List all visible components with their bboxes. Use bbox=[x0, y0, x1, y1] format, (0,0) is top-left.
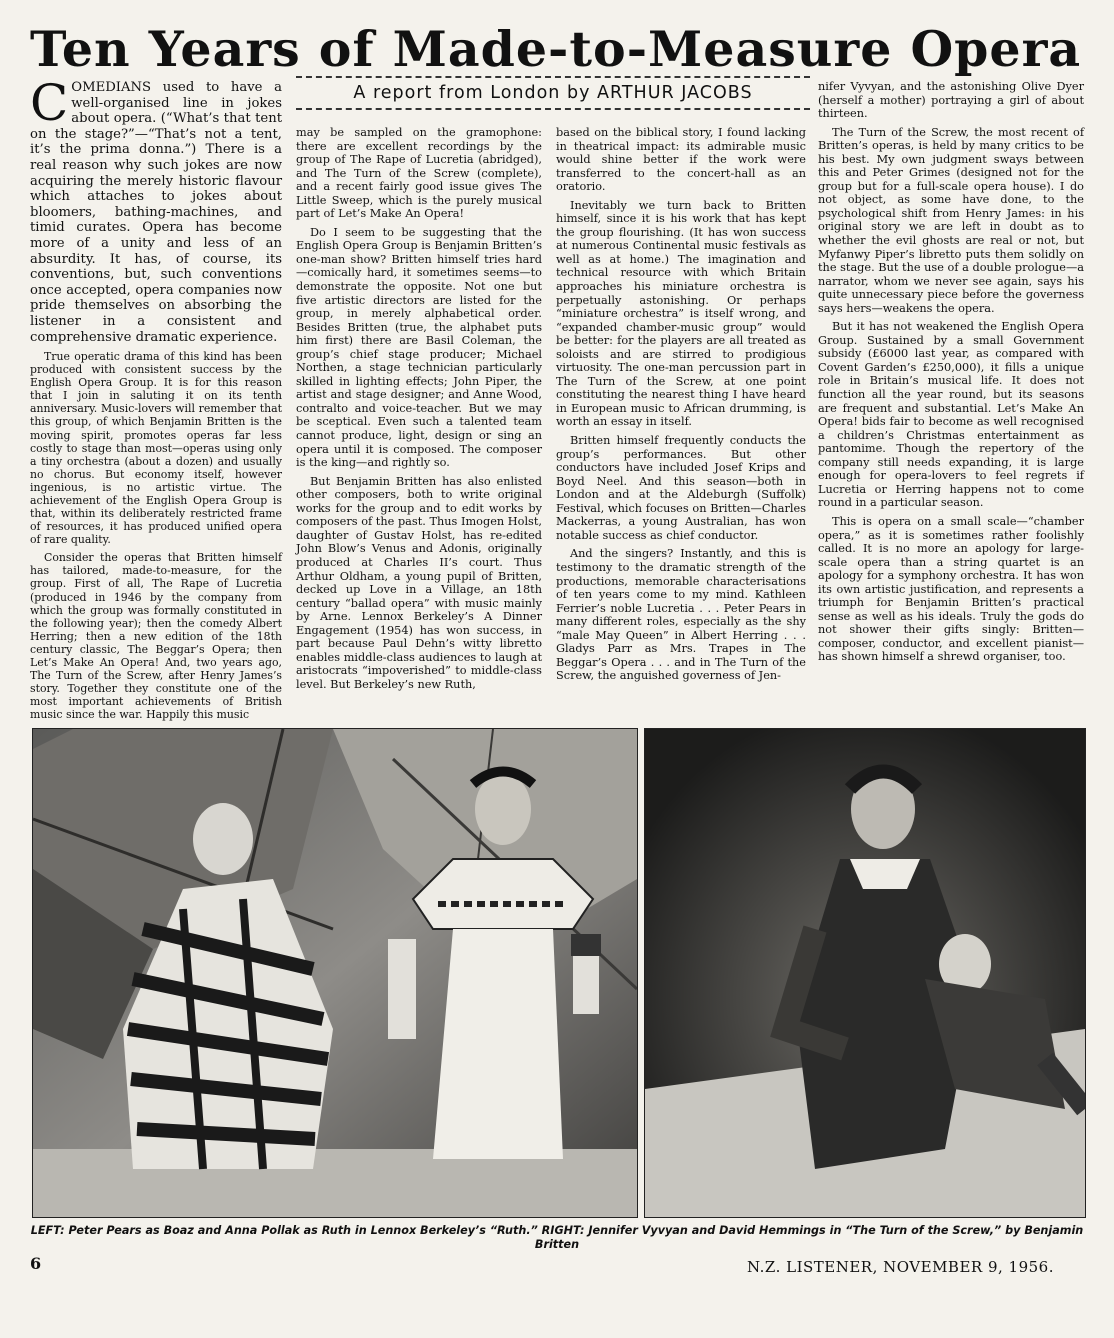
column-4 bbox=[818, 80, 1084, 720]
rule-top bbox=[296, 76, 810, 78]
photo-left-image bbox=[33, 729, 637, 1217]
paragraph: But it has not weakened the English Opera Group. Sustained by a small Government subsidy (£6000 last year, as compared with Covent Garden’s £250,000), it fills a unique role in Britain’s musical life. It does not function all the year round, but its seasons are frequent and substantial. Let’s Make An Opera! bids fair to become as well recognised a children’s Christmas entertainment as pantomime. Though the repertory of the company still needs expanding, it is large enough for opera-lovers to feel regrets if Lucretia or Herring happens not to come round in a particular season. bbox=[818, 320, 1084, 510]
paragraph: But Benjamin Britten has also enlisted other composers, both to write original works for the group and to edit works by composers of the past. Thus Imogen Holst, daughter of Gustav Holst, has re-edited John Blow’s Venus and Adonis, originally produced at Charles II’s court. Thus Arthur Oldham, a young pupil of Britten, decked up Love in a Village, an 18th century “ballad opera” with music mainly by Arne. Lennox Berkeley’s A Dinner Engagement (1954) has won success, in part because Paul Dehn’s witty libretto enables middle-class audiences to laugh at aristocrats “impoverished” to middle-class level. But Berkeley’s new Ruth, bbox=[296, 474, 542, 691]
byline-box bbox=[296, 76, 810, 116]
paragraph: COMEDIANS used to have a well-organised line in jokes about opera. (“What’s that tent on the stage?”—“That’s not a tent, it’s the prima donna.”) There is a real reason why such jokes are now acquiring the merely historic flavour which attaches to jokes about bloomers, bathing-machines, and timid curates. Opera has become more of a unity and less of an absurdity. It has, of course, its conventions, but, such conventions once accepted, opera companies now pride themselves on absorbing the listener in a consistent and comprehensive dramatic experience. bbox=[30, 74, 282, 345]
paragraph: based on the biblical story, I found lacking in theatrical impact: its admirable music would shine better if the work were transferred to the concert-hall as an oratorio. bbox=[556, 126, 806, 194]
byline: A report from London by ARTHUR JACOBS bbox=[353, 83, 753, 103]
paragraph: Consider the operas that Britten himself has tailored, made-to-measure, for the group. First of all, The Rape of Lucretia (produced in 1946 by the company from which the group was formally constituted in the following year); then the comedy Albert Herring; then a new edition of the 18th century classic, The Beggar’s Opera; then Let’s Make An Opera! And, two years ago, The Turn of the Screw, after Henry James’s story. Together they constitute one of the most important achievements of British music since the war. Happily this music bbox=[30, 551, 282, 722]
photo-right bbox=[644, 728, 1086, 1218]
photo-right-image bbox=[645, 729, 1085, 1217]
column-2 bbox=[296, 126, 542, 720]
paragraph: The Turn of the Screw, the most recent of Britten’s operas, is held by many critics to be his best. My own judgment sways between this and Peter Grimes (designed not for the group but for a full-scale opera house). I do not object, as some have done, to the psychological shift from Henry James: in his original story we are left in doubt as to whether the evil ghosts are real or not, but Myfanwy Piper’s libretto puts them solidly on the stage. But the use of a double prologue—a narrator, whom we never see again, says his quite unnecessary piece before the governess says hers—weakens the opera. bbox=[818, 125, 1084, 315]
photo-caption: LEFT: Peter Pears as Boaz and Anna Pollak as Ruth in Lennox Berkeley’s “Ruth.” RIGHT: Jennifer Vyvyan and David Hemmings in “The Turn of the Screw,” by Benjamin Britten bbox=[30, 1224, 1084, 1251]
column-3 bbox=[556, 126, 806, 720]
drop-cap: C bbox=[30, 74, 69, 132]
paragraph: may be sampled on the gramophone: there are excellent recordings by the group of The Rape of Lucretia (abridged), and The Turn of the Screw (complete), and a recent fairly good issue gives The Little Sweep, which is the purely musical part of Let’s Make An Opera! bbox=[296, 126, 542, 221]
paragraph: Do I seem to be suggesting that the English Opera Group is Benjamin Britten’s one-man show? Britten himself tries hard—comically hard, it sometimes seems—to demonstrate the opposite. Not one but five artistic directors are listed for the group, in merely alphabetical order. Besides Britten (true, the alphabet puts him first) there are Basil Coleman, the group’s chief stage producer; Michael Northen, a stage technician particularly skilled in lighting effects; John Piper, the artist and stage designer; and Anne Wood, contralto and voice-teacher. But we may be sceptical. Even such a talented team cannot produce, light, design or sing an opera until it is composed. The composer is the king—and rightly so. bbox=[296, 225, 542, 470]
paragraph: True operatic drama of this kind has been produced with consistent success by the English Opera Group. It is for this reason that I join in saluting it on its tenth anniversary. Music-lovers will remember that this group, of which Benjamin Britten is the moving spirit, promotes operas far less costly to stage than most—operas using only a tiny orchestra (about a dozen) and usually no chorus. But economy itself, however ingenious, is no artistic virtue. The achievement of the English Opera Group is that, within its deliberately restricted frame of resources, it has produced unified opera of rare quality. bbox=[30, 350, 282, 547]
page-number: 6 bbox=[30, 1254, 42, 1273]
photo-left bbox=[32, 728, 638, 1218]
paragraph: And the singers? Instantly, and this is testimony to the dramatic strength of the productions, memorable characterisations of ten years come to my mind. Kathleen Ferrier’s noble Lucretia . . . Peter Pears in many different roles, especially as the shy “male May Queen” in Albert Herring . . . Gladys Parr as Mrs. Trapes in The Beggar’s Opera . . . and in The Turn of the Screw, the anguished governess of Jen- bbox=[556, 547, 806, 683]
paragraph: Inevitably we turn back to Britten himself, since it is his work that has kept the group flourishing. (It has won success at numerous Continental music festivals as well as at home.) The imagination and technical resource with which Britain approaches his miniature orchestra is perpetually astonishing. Or perhaps “miniature orchestra” is itself wrong, and “expanded chamber-music group” would be better: for the players are all treated as soloists and are stirred to prodigious virtuosity. The one-man percussion part in The Turn of the Screw, at one point constituting the nearest thing I have heard in European music to African drumming, is worth an essay in itself. bbox=[556, 198, 806, 429]
column-1 bbox=[30, 74, 282, 722]
paragraph: Britten himself frequently conducts the group’s performances. But other conductors have included Josef Krips and Boyd Neel. And this season—both in London and at the Aldeburgh (Suffolk) Festival, which focuses on Britten—Charles Mackerras, a young Australian, has won notable success as chief conductor. bbox=[556, 434, 806, 542]
paragraph: This is opera on a small scale—“chamber opera,” as it is sometimes rather foolishly called. It is no more an apology for large-scale opera than a string quartet is an apology for a symphony orchestra. It has won its own artistic justification, and represents a triumph for Benjamin Britten’s practical sense as well as his ideals. Truly the gods do not shower their gifts singly: Britten—composer, conductor, and excellent pianist—has shown himself a shrewd organiser, too. bbox=[818, 514, 1084, 664]
paragraph: nifer Vyvyan, and the astonishing Olive Dyer (herself a mother) portraying a girl of about thirteen. bbox=[818, 80, 1084, 121]
headline: Ten Years of Made-to-Measure Opera bbox=[30, 20, 1082, 78]
publication-line: N.Z. LISTENER, NOVEMBER 9, 1956. bbox=[746, 1258, 1054, 1276]
rule-bottom bbox=[296, 108, 810, 110]
